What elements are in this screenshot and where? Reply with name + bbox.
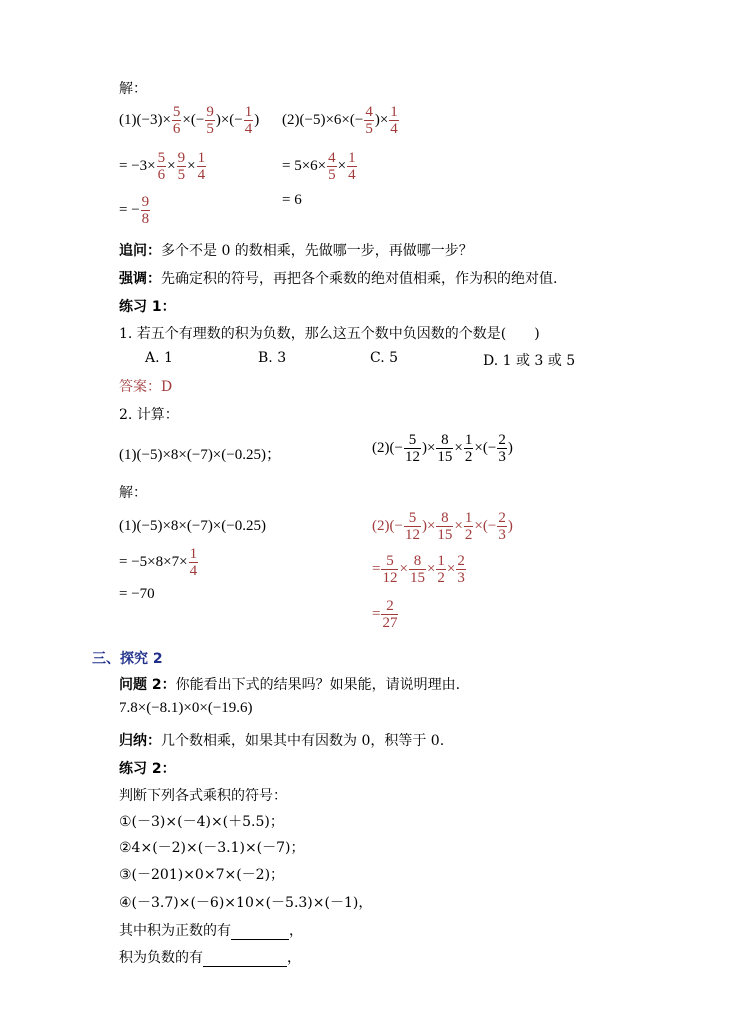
- list-item: ②4×(－2)×(－3.1)×(－7)；: [119, 840, 305, 856]
- solution-label-1: 解：: [119, 81, 147, 97]
- fraction: $\frac{8}{15}$: [409, 553, 425, 586]
- option-d: D. 1 或 3 或 5: [483, 353, 576, 369]
- list-item: ①(－3)×(－4)×(＋5.5)；: [119, 814, 284, 830]
- solution1-step1: = −3× $\frac{5}{6}$ × $\frac{9}{5}$ × $\frac{1}{4}$: [119, 150, 206, 183]
- fraction: $\frac{5}{6}$: [172, 104, 181, 137]
- fraction: $\frac{2}{3}$: [498, 510, 506, 543]
- option-c: C. 5: [370, 350, 399, 366]
- exercise1-heading: 练习 1：: [119, 299, 176, 315]
- expr-text: (1)(−3)×: [119, 112, 171, 128]
- question2-expr1: (1)(−5)×8×(−7)×(−0.25)；: [119, 447, 281, 463]
- answer: 答案：D: [119, 379, 173, 395]
- summary: 归纳：几个数相乘，如果其中有因数为 0，积等于 0.: [119, 733, 445, 749]
- solution1-problem2: (2)(−5)×6×(− $\frac{4}{5}$ )× $\frac{1}{4}$: [282, 104, 398, 137]
- fraction: $\frac{1}{4}$: [348, 150, 356, 183]
- solution1-result2: = 6: [282, 192, 302, 208]
- solution1-problem1: (1)(−3)× $\frac{5}{6}$ ×(− $\frac{9}{5}$ )×(− $\frac{1}{4}$ ): [119, 104, 260, 137]
- solution2-b2: = $\frac{5}{12}$ × $\frac{8}{15}$ × $\frac{1}{2}$ × $\frac{2}{3}$: [372, 553, 465, 586]
- section3-heading: 三、探究 2: [92, 651, 163, 667]
- fraction: $\frac{9}{5}$: [206, 104, 214, 137]
- solution2-b1: (2)(− $\frac{5}{12}$ )× $\frac{8}{15}$ × $\frac{1}{2}$ ×(− $\frac{2}{3}$ ): [372, 510, 513, 543]
- option-b: B. 3: [258, 350, 287, 366]
- solution2-a1: (1)(−5)×8×(−7)×(−0.25): [119, 518, 266, 534]
- list-item: ④(－3.7)×(－6)×10×(－5.3)×(－1)，: [119, 895, 373, 911]
- negative-answer-blank[interactable]: [203, 952, 287, 967]
- problem2-expression: 7.8×(−8.1)×0×(−19.6): [119, 700, 253, 716]
- exercise2-heading: 练习 2：: [119, 761, 176, 777]
- question2-expr2: (2)(− $\frac{5}{12}$ )× $\frac{8}{15}$ × $\frac{1}{2}$ ×(− $\frac{2}{3}$ ): [372, 432, 513, 465]
- fraction: $\frac{8}{15}$: [437, 510, 453, 543]
- positive-answer-blank[interactable]: [231, 925, 289, 940]
- negative-answer-line: 积为负数的有 ，: [119, 950, 301, 966]
- fraction: $\frac{5}{12}$: [404, 510, 420, 543]
- fraction: $\frac{2}{27}$: [382, 598, 398, 631]
- emphasis: 强调：先确定积的符号，再把各个乘数的绝对值相乘，作为积的绝对值.: [119, 271, 558, 287]
- solution1-step1b: = 5×6× $\frac{4}{5}$ × $\frac{1}{4}$: [282, 150, 356, 183]
- fraction: $\frac{5}{12}$: [404, 432, 420, 465]
- solution2-b3: = $\frac{2}{27}$: [372, 598, 398, 631]
- option-a: A. 1: [145, 350, 173, 366]
- fraction: $\frac{9}{8}$: [141, 194, 150, 227]
- follow-up-question: 追问：多个不是 0 的数相乘，先做哪一步，再做哪一步？: [119, 243, 473, 259]
- fraction: $\frac{1}{4}$: [189, 546, 198, 579]
- fraction: $\frac{1}{2}$: [464, 510, 473, 543]
- fraction: $\frac{5}{12}$: [382, 553, 398, 586]
- list-item: ③(－201)×0×7×(－2)；: [119, 867, 285, 883]
- fraction: $\frac{5}{6}$: [157, 150, 166, 183]
- fraction: $\frac{2}{3}$: [457, 553, 465, 586]
- fraction: $\frac{1}{4}$: [244, 104, 253, 137]
- solution1-result1: = − $\frac{9}{8}$: [119, 194, 150, 227]
- question2-text: 2. 计算：: [119, 407, 179, 423]
- fraction: $\frac{1}{2}$: [464, 432, 473, 465]
- fraction: $\frac{2}{3}$: [498, 432, 506, 465]
- solution2-a2: = −5×8×7× $\frac{1}{4}$: [119, 546, 198, 579]
- solution2-a3: = −70: [119, 586, 155, 602]
- exercise2-instruction: 判断下列各式乘积的符号：: [119, 788, 287, 804]
- question1-text: 1. 若五个有理数的积为负数，那么这五个数中负因数的个数是( ): [119, 326, 540, 342]
- positive-answer-line: 其中积为正数的有 ，: [119, 923, 303, 939]
- fraction: $\frac{9}{5}$: [177, 150, 186, 183]
- fraction: $\frac{1}{4}$: [390, 104, 398, 137]
- fraction: $\frac{4}{5}$: [365, 104, 373, 137]
- fraction: $\frac{8}{15}$: [437, 432, 453, 465]
- solution-label-2: 解：: [119, 485, 147, 501]
- fraction: $\frac{1}{4}$: [197, 150, 206, 183]
- fraction: $\frac{4}{5}$: [328, 150, 336, 183]
- fraction: $\frac{1}{2}$: [437, 553, 445, 586]
- problem2: 问题 2：你能看出下式的结果吗？如果能，请说明理由.: [119, 677, 461, 693]
